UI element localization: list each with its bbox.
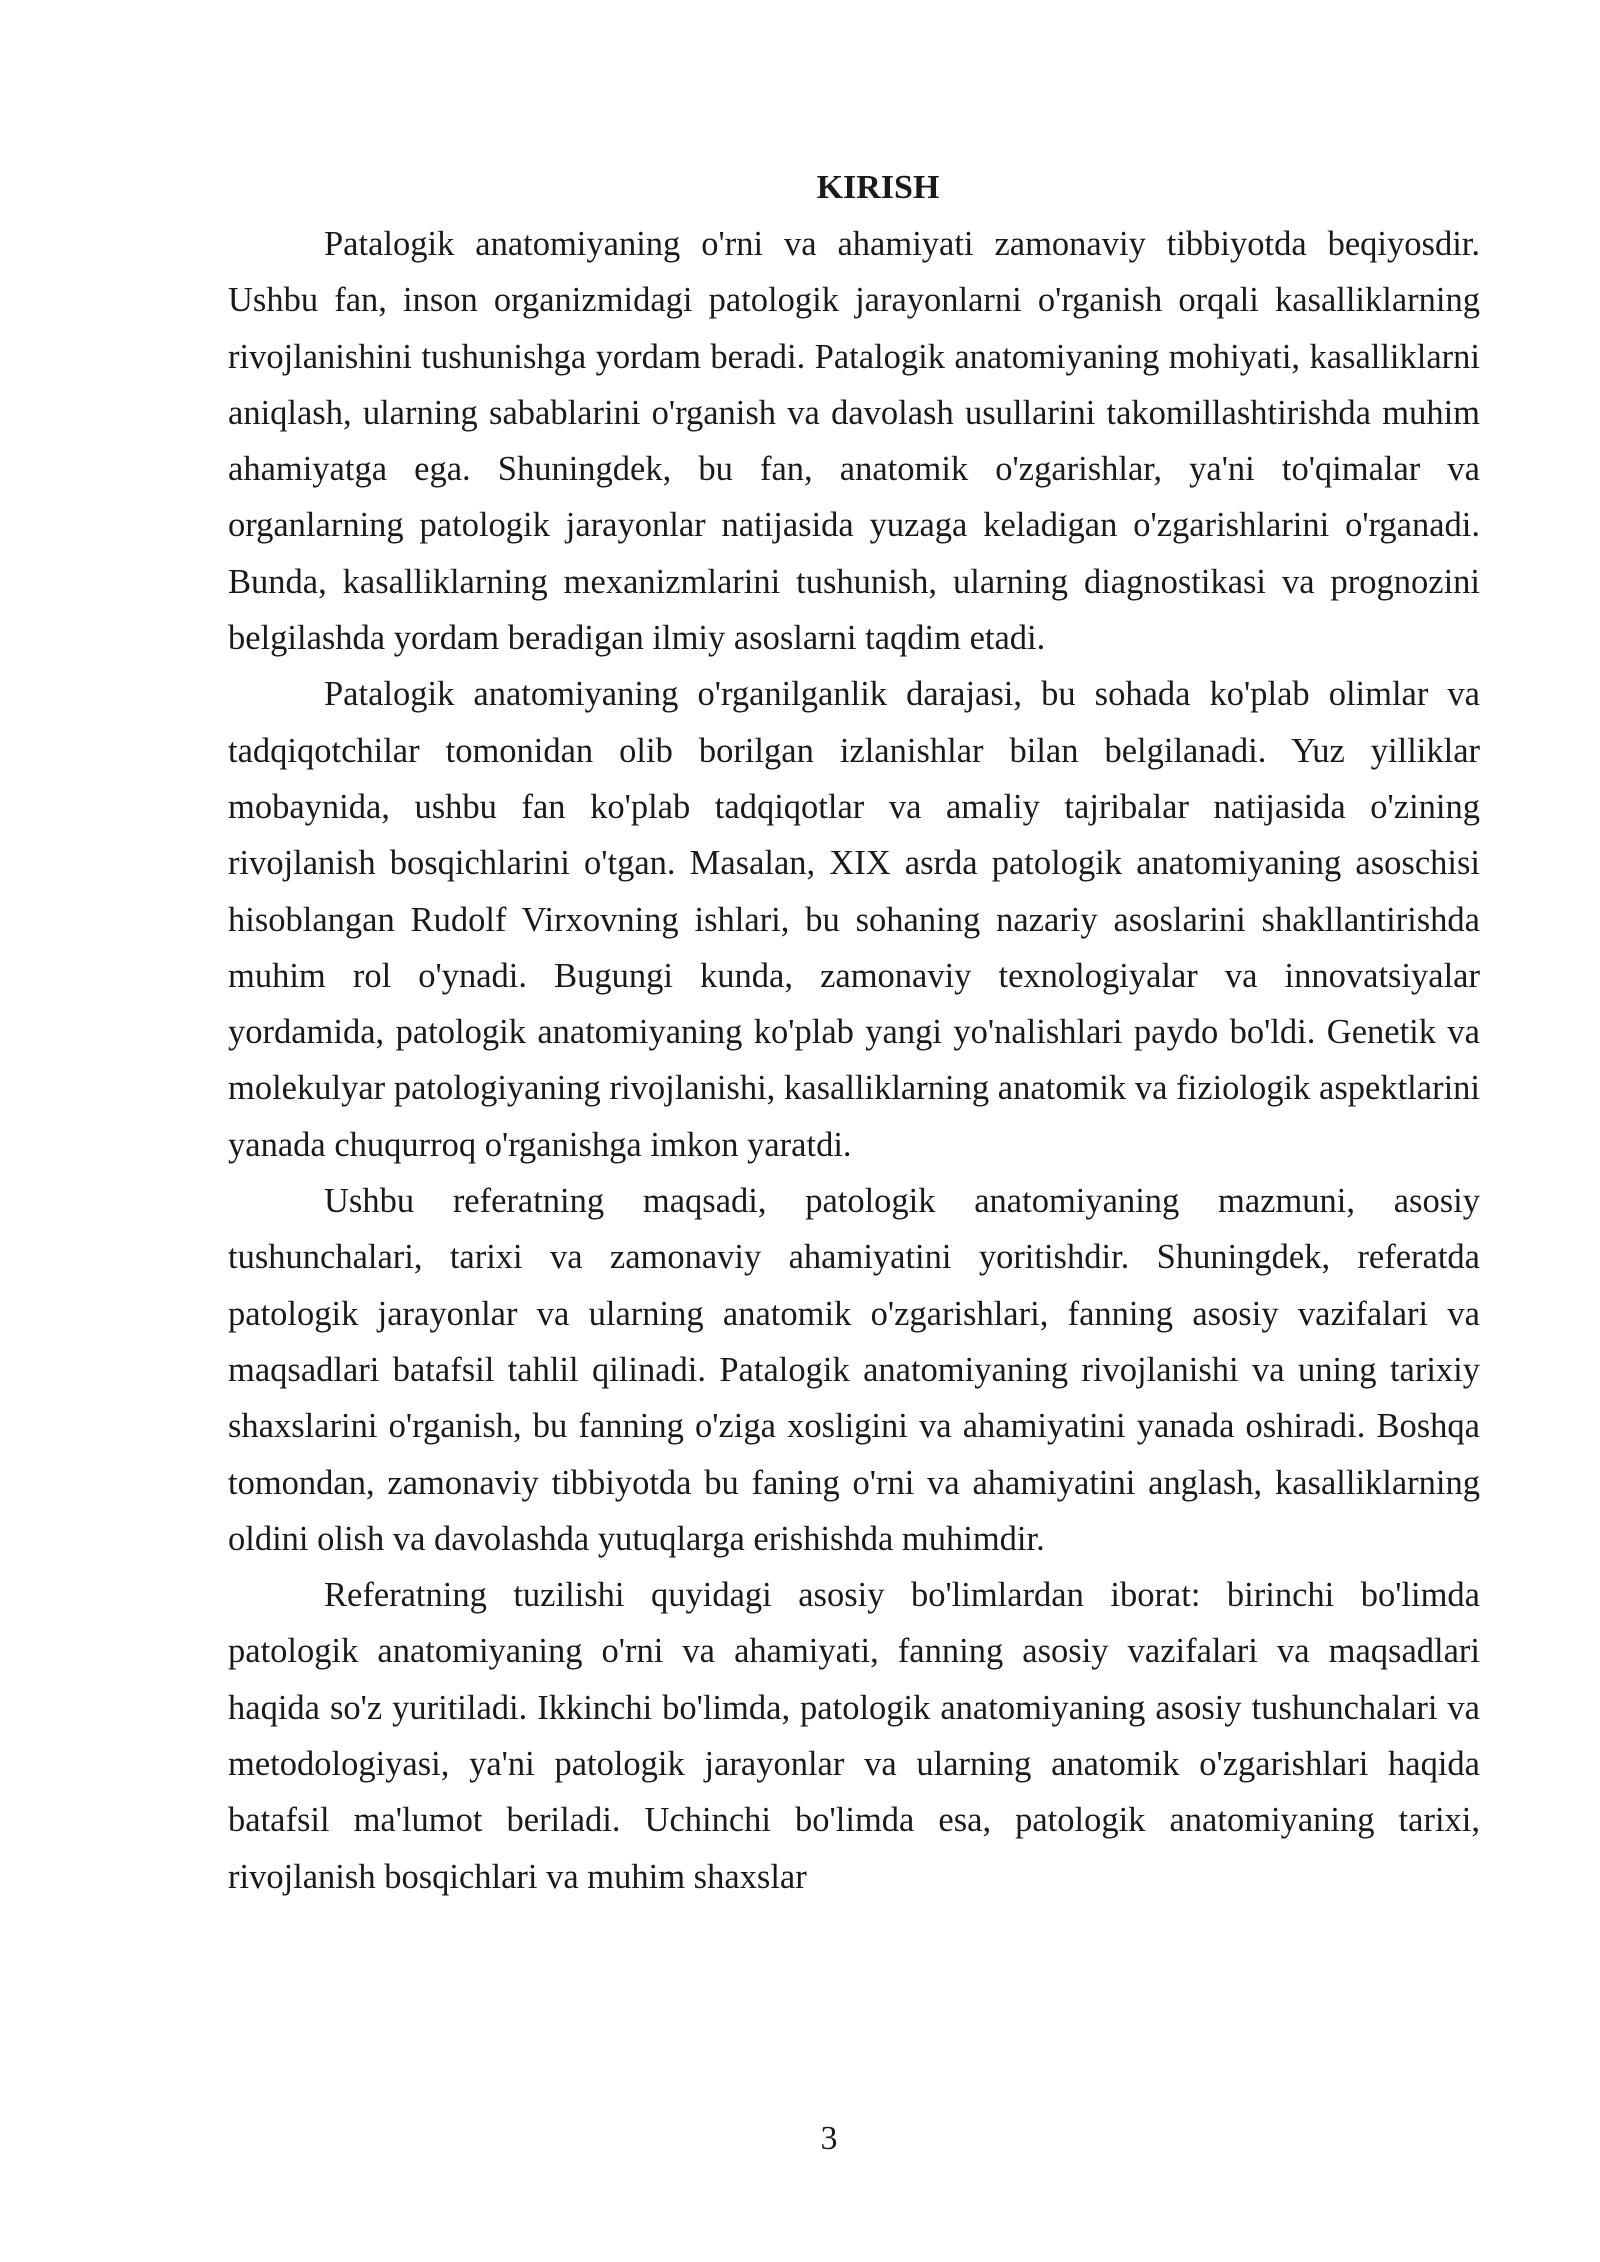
paragraph-3: Ushbu referatning maqsadi, patologik anatomiyaning mazmuni, asosiy tushunchalari, tarixi va zamonaviy ahamiyatini yoritishdir. Shuningdek, referatda patologik jarayonlar va ularning anatomik o'zgarishlari, fanning asosiy vazifalari va maqsadlari batafsil tahlil qilinadi. Patalogik anatomiyaning rivojlanishi va uning tarixiy shaxslarini o'rganish, bu fanning o'ziga xosligini va ahamiyatini yanada oshiradi. Boshqa tomondan, zamonaviy tibbiyotda bu faning o'rni va ahamiyatini anglash, kasalliklarning oldini olish va davolashda yutuqlarga erishishda muhimdir. (228, 1182, 1480, 1558)
document-page (228, 160, 1480, 1905)
paragraph-2: Patalogik anatomiyaning o'rganilganlik darajasi, bu sohada ko'plab olimlar va tadqiqotchilar tomonidan olib borilgan izlanishlar bilan belgilanadi. Yuz yilliklar mobaynida, ushbu fan ko'plab tadqiqotlar va amaliy tajribalar natijasida o'zining rivojlanish bosqichlarini o'tgan. Masalan, XIX asrda patologik anatomiyaning asoschisi hisoblangan Rudolf Virxovning ishlari, bu sohaning nazariy asoslarini shakllantirishda muhim rol o'ynadi. Bugungi kunda, zamonaviy texnologiyalar va innovatsiyalar yordamida, patologik anatomiyaning ko'plab yangi yo'nalishlari paydo bo'ldi. Genetik va molekulyar patologiyaning rivojlanishi, kasalliklarning anatomik va fiziologik aspektlarini yanada chuqurroq o'rganishga imkon yaratdi. (228, 675, 1480, 1164)
paragraph-4: Referatning tuzilishi quyidagi asosiy bo'limlardan iborat: birinchi bo'limda patologik anatomiyaning o'rni va ahamiyati, fanning asosiy vazifalari va maqsadlari haqida so'z yuritiladi. Ikkinchi bo'limda, patologik anatomiyaning asosiy tushunchalari va metodologiyasi, ya'ni patologik jarayonlar va ularning anatomik o'zgarishlari haqida batafsil ma'lumot beriladi. Uchinchi bo'limda esa, patologik anatomiyaning tarixi, rivojlanish bosqichlari va muhim shaxslar (228, 1576, 1480, 1896)
section-heading: KIRISH (816, 169, 940, 206)
page-number: 3 (820, 2120, 838, 2157)
paragraph-1: Patalogik anatomiyaning o'rni va ahamiyati zamonaviy tibbiyotda beqiyosdir. Ushbu fan, inson organizmidagi patologik jarayonlarni o'rganish orqali kasalliklarning rivojlanishini tushunishga yordam beradi. Patalogik anatomiyaning mohiyati, kasalliklarni aniqlash, ularning sabablarini o'rganish va davolash usullarini takomillashtirishda muhim ahamiyatga ega. Shuningdek, bu fan, anatomik o'zgarishlar, ya'ni to'qimalar va organlarning patologik jarayonlar natijasida yuzaga keladigan o'zgarishlarini o'rganadi. Bunda, kasalliklarning mexanizmlarini tushunish, ularning diagnostikasi va prognozini belgilashda yordam beradigan ilmiy asoslarni taqdim etadi. (228, 225, 1480, 658)
